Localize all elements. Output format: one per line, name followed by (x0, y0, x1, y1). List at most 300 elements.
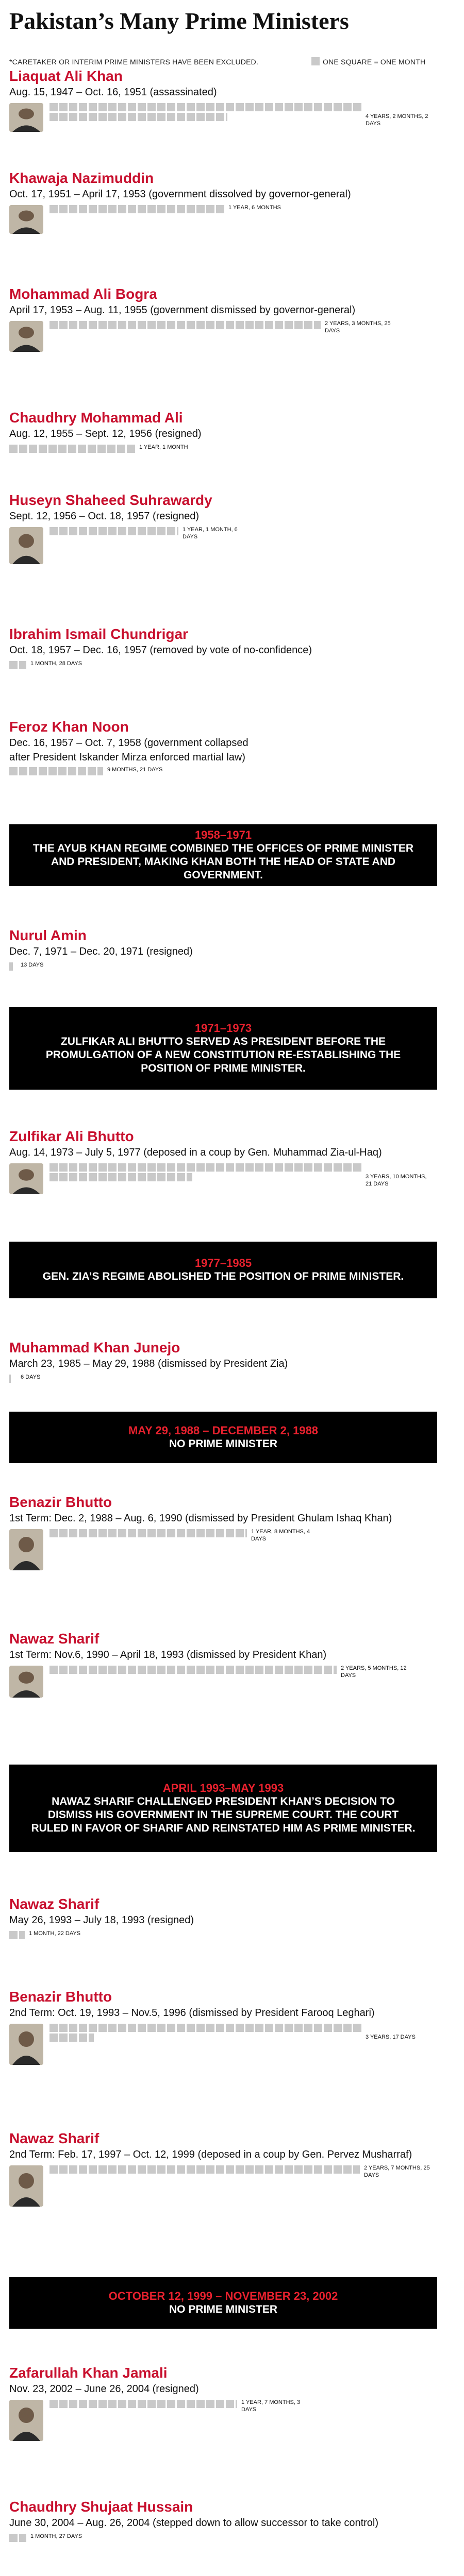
month-square (138, 1163, 146, 1172)
month-square (98, 205, 107, 213)
month-square (255, 321, 263, 329)
month-square (128, 1163, 136, 1172)
month-square (187, 103, 195, 111)
month-square (97, 445, 106, 453)
pm-term-detail: (resigned) (152, 511, 200, 522)
month-square (265, 1163, 273, 1172)
month-square (157, 321, 165, 329)
month-square (59, 2033, 68, 2042)
month-square (255, 2024, 263, 2032)
month-square (49, 2165, 58, 2174)
month-square (49, 2024, 58, 2032)
month-square (314, 321, 321, 329)
month-square (118, 1529, 126, 1537)
month-square (206, 1529, 214, 1537)
month-square (275, 321, 283, 329)
month-square (79, 1173, 87, 1181)
month-square (206, 205, 214, 213)
month-square (275, 1666, 283, 1674)
month-square (9, 661, 18, 669)
month-square (89, 2033, 94, 2042)
month-square (78, 445, 86, 453)
month-square (187, 2400, 195, 2408)
pm-term-dates: Aug. 14, 1973 – July 5, 1977 (9, 1147, 141, 1158)
month-square (89, 103, 97, 111)
month-square (138, 2400, 146, 2408)
pm-dates (9, 2007, 375, 2019)
month-square (216, 2165, 224, 2174)
month-square (353, 1163, 361, 1172)
month-square (79, 2400, 87, 2408)
month-square (98, 1163, 107, 1172)
month-square (49, 1163, 58, 1172)
month-square (206, 103, 214, 111)
portrait-photo (9, 1666, 43, 1698)
pm-term-dates: Nov. 23, 2002 – June 26, 2004 (9, 2383, 150, 2395)
era-years: MAY 29, 1988 – DECEMBER 2, 1988 (128, 1424, 319, 1437)
pm-duration: 13 DAYS (21, 962, 44, 968)
month-square (314, 2024, 322, 2032)
era-banner (9, 1412, 437, 1463)
month-square (79, 321, 87, 329)
pm-name: Nawaz Sharif (9, 1631, 100, 1647)
month-square (245, 321, 254, 329)
month-square (147, 205, 156, 213)
month-square (304, 103, 312, 111)
month-square (69, 1173, 77, 1181)
month-square (89, 1529, 97, 1537)
era-banner (9, 824, 437, 886)
pm-dates (9, 645, 312, 656)
pm-dates (9, 946, 193, 958)
era-description: NAWAZ SHARIF CHALLENGED PRESIDENT KHAN’S DECISION TO DISMISS HIS GOVERNMENT IN THE SUPREME COURT. THE COURT RULED IN FAVOR OF SHARIF AND REINSTATED HIM AS PRIME MINISTER. (31, 1795, 416, 1834)
month-square (79, 2024, 87, 2032)
month-square (29, 445, 37, 453)
pm-name: Nawaz Sharif (9, 1896, 100, 1912)
month-square (236, 2400, 237, 2408)
month-square (177, 2400, 185, 2408)
month-square (157, 1666, 165, 1674)
month-square (255, 2165, 263, 2174)
month-square (245, 1163, 254, 1172)
month-square (177, 321, 185, 329)
month-square (59, 1163, 68, 1172)
month-square (167, 205, 175, 213)
era-years: 1971–1973 (194, 1022, 252, 1035)
month-square (216, 205, 224, 213)
month-square (79, 1529, 87, 1537)
month-square (118, 2400, 126, 2408)
month-square (58, 445, 67, 453)
pm-term-dates: 2nd Term: Feb. 17, 1997 – Oct. 12, 1999 (9, 2149, 195, 2160)
month-square (9, 1375, 11, 1383)
month-square (265, 321, 273, 329)
month-square (98, 1666, 107, 1674)
era-description: GEN. ZIA’S REGIME ABOLISHED THE POSITION OF PRIME MINISTER. (42, 1270, 404, 1282)
month-square (265, 2024, 273, 2032)
month-square (177, 1163, 185, 1172)
month-square (49, 1173, 58, 1181)
month-square (68, 445, 76, 453)
portrait-photo (9, 2165, 43, 2207)
pm-term-dates: Dec. 16, 1957 – Oct. 7, 1958 (9, 737, 141, 749)
month-square (157, 103, 165, 111)
month-square (236, 1529, 244, 1537)
month-square (89, 113, 97, 121)
month-square (59, 527, 68, 535)
month-square (127, 445, 135, 453)
month-square (48, 767, 57, 775)
month-square (79, 103, 87, 111)
month-square (226, 103, 234, 111)
month-square (216, 1666, 224, 1674)
month-square (285, 2024, 293, 2032)
month-square (236, 1163, 244, 1172)
month-square (69, 2400, 77, 2408)
month-square (49, 1666, 58, 1674)
pm-dates (9, 304, 355, 316)
pm-term-dates: April 17, 1953 – Aug. 11, 1955 (9, 304, 147, 316)
month-square (147, 1163, 156, 1172)
month-square (206, 2400, 214, 2408)
month-square (89, 527, 97, 535)
month-square (294, 2165, 303, 2174)
portrait-photo (9, 321, 43, 352)
month-square (226, 2400, 234, 2408)
month-square (108, 1529, 117, 1537)
month-square (49, 1529, 58, 1537)
pm-name: Ibrahim Ismail Chundrigar (9, 626, 188, 642)
portrait-photo (9, 103, 43, 132)
month-square (187, 2024, 195, 2032)
month-square (147, 1529, 156, 1537)
month-square (9, 767, 18, 775)
month-square (206, 321, 214, 329)
month-square (128, 2400, 136, 2408)
month-square (216, 2024, 224, 2032)
month-square (314, 1163, 322, 1172)
pm-duration: 3 YEARS, 10 MONTHS, 21 DAYS (366, 1174, 427, 1187)
month-square (49, 103, 58, 111)
month-square (147, 103, 156, 111)
month-square (206, 113, 214, 121)
month-square (285, 2165, 293, 2174)
pm-term-detail: (assassinated) (150, 87, 217, 98)
pm-term-dates: May 26, 1993 – July 18, 1993 (9, 1914, 145, 1926)
month-square (98, 321, 107, 329)
portrait-photo (9, 2400, 43, 2441)
month-square (167, 1529, 175, 1537)
month-square (118, 2024, 126, 2032)
month-square (128, 113, 136, 121)
month-square (275, 1163, 283, 1172)
month-square (49, 321, 58, 329)
month-square (147, 1173, 156, 1181)
pm-term-detail-cont: after President Iskander Mirza enforced martial law) (9, 752, 245, 763)
month-square (79, 2033, 87, 2042)
pm-duration: 1 YEAR, 7 MONTHS, 3 DAYS (241, 2399, 301, 2413)
month-square (128, 321, 136, 329)
month-square (107, 445, 115, 453)
month-square (138, 527, 146, 535)
month-square (147, 2165, 156, 2174)
month-square (98, 2400, 107, 2408)
page-title: Pakistan’s Many Prime Ministers (9, 8, 349, 34)
month-square (69, 2033, 77, 2042)
month-square (196, 2165, 205, 2174)
pm-term-detail: (resigned) (147, 1914, 194, 1926)
month-square (128, 2165, 136, 2174)
month-square (138, 1666, 146, 1674)
pm-term-dates: March 23, 1985 – May 29, 1988 (9, 1358, 155, 1369)
month-square (236, 2165, 244, 2174)
month-square (138, 1173, 146, 1181)
pm-term-detail: (dismissed by President Farooq Leghari) (189, 2007, 375, 2019)
month-square (167, 527, 175, 535)
month-square (138, 205, 146, 213)
pm-term-detail: (resigned) (155, 428, 202, 439)
pm-term-detail: (removed by vote of no-confidence) (150, 645, 312, 656)
pm-term-dates: Oct. 18, 1957 – Dec. 16, 1957 (9, 645, 147, 656)
month-square (167, 1666, 175, 1674)
pm-dates (9, 2383, 199, 2395)
month-square (265, 1666, 273, 1674)
pm-term-detail: (resigned) (146, 946, 193, 957)
month-square (118, 103, 126, 111)
month-square (226, 1163, 234, 1172)
month-square (196, 205, 205, 213)
portrait-photo (9, 1163, 43, 1194)
pm-term-dates: 2nd Term: Oct. 19, 1993 – Nov.5, 1996 (9, 2007, 186, 2019)
month-square (69, 321, 77, 329)
month-square (157, 2165, 165, 2174)
month-square (157, 1163, 165, 1172)
month-square (19, 767, 27, 775)
month-square (79, 205, 87, 213)
month-square (187, 205, 195, 213)
month-square (9, 1931, 18, 1939)
month-square (79, 2165, 87, 2174)
month-square (236, 321, 244, 329)
month-square (314, 1666, 322, 1674)
pm-name: Huseyn Shaheed Suhrawardy (9, 492, 212, 508)
month-square (245, 2024, 254, 2032)
month-square (353, 103, 361, 111)
pm-name: Chaudhry Shujaat Hussain (9, 2499, 193, 2515)
month-square (314, 103, 322, 111)
month-square (69, 103, 77, 111)
month-square (343, 1163, 352, 1172)
month-square (89, 1163, 97, 1172)
month-square (167, 113, 175, 121)
month-square (167, 103, 175, 111)
month-square (167, 2024, 175, 2032)
pm-duration: 1 YEAR, 8 MONTHS, 4 DAYS (251, 1529, 310, 1542)
month-square (294, 321, 303, 329)
month-square (49, 2400, 58, 2408)
month-square (9, 2534, 18, 2542)
month-square (69, 205, 77, 213)
month-square (117, 445, 125, 453)
era-description: NO PRIME MINISTER (169, 1438, 277, 1450)
month-square (49, 527, 58, 535)
month-square (69, 1666, 77, 1674)
legend-label: ONE SQUARE = ONE MONTH (323, 58, 426, 66)
month-square (216, 321, 224, 329)
month-square (157, 2400, 165, 2408)
pm-duration: 1 YEAR, 1 MONTH (139, 444, 188, 450)
pm-duration: 6 DAYS (21, 1374, 41, 1380)
era-years: APRIL 1993–MAY 1993 (162, 1782, 284, 1794)
month-square (59, 1666, 68, 1674)
month-square (275, 2165, 283, 2174)
era-banner (9, 1007, 437, 1090)
month-square (196, 1666, 205, 1674)
month-square (353, 2024, 361, 2032)
month-square (324, 2165, 332, 2174)
pm-dates (9, 2149, 412, 2161)
month-square (98, 113, 107, 121)
month-square (89, 2024, 97, 2032)
pm-name: Muhammad Khan Junejo (9, 1340, 180, 1355)
pm-dates (9, 1358, 288, 1370)
month-square (226, 1666, 234, 1674)
era-banner (9, 1765, 437, 1852)
month-square (177, 2024, 185, 2032)
month-square (196, 2400, 205, 2408)
month-square (89, 1173, 97, 1181)
month-square (59, 113, 68, 121)
pm-term-dates: June 30, 2004 – Aug. 26, 2004 (9, 2517, 150, 2529)
month-square (187, 2165, 195, 2174)
pm-term-detail: (government dissolved by governor-general) (148, 189, 351, 200)
era-years: 1977–1985 (194, 1257, 252, 1269)
month-square (118, 321, 126, 329)
era-description: NO PRIME MINISTER (169, 2303, 277, 2315)
month-square (88, 767, 96, 775)
month-square (187, 1173, 192, 1181)
pm-term-detail: (dismissed by President Khan) (186, 1649, 327, 1660)
month-square (108, 2024, 117, 2032)
month-square (128, 1529, 136, 1537)
pm-dates (9, 511, 199, 522)
month-square (147, 113, 156, 121)
month-square (59, 2165, 68, 2174)
pm-dates (9, 2517, 378, 2529)
month-square (196, 103, 205, 111)
month-square (59, 321, 68, 329)
month-square (226, 2165, 234, 2174)
month-square (216, 1163, 224, 1172)
month-square (128, 2024, 136, 2032)
month-square (98, 2165, 107, 2174)
month-square (167, 1163, 175, 1172)
month-square (97, 767, 103, 775)
month-square (108, 1173, 117, 1181)
pm-duration: 3 YEARS, 17 DAYS (366, 2034, 416, 2040)
month-square (245, 103, 254, 111)
month-square (167, 2400, 175, 2408)
month-square (304, 1666, 312, 1674)
pm-term-dates: 1st Term: Dec. 2, 1988 – Aug. 6, 1990 (9, 1513, 183, 1524)
month-square (226, 2024, 234, 2032)
pm-dates (9, 1649, 326, 1661)
pm-name: Liaquat Ali Khan (9, 68, 123, 84)
month-square (108, 1666, 117, 1674)
month-square (157, 1173, 165, 1181)
month-square (167, 2165, 175, 2174)
month-square (118, 1173, 126, 1181)
month-square (157, 1529, 165, 1537)
month-square (196, 1163, 205, 1172)
month-square (118, 205, 126, 213)
pm-duration: 9 MONTHS, 21 DAYS (107, 767, 163, 773)
month-square (49, 113, 58, 121)
month-square (187, 321, 195, 329)
month-square (334, 2024, 342, 2032)
month-square (177, 1173, 185, 1181)
month-square (196, 113, 205, 121)
month-square (89, 2400, 97, 2408)
month-square (59, 103, 68, 111)
month-square (98, 1173, 107, 1181)
month-square (294, 1163, 303, 1172)
pm-term-detail: (government dismissed by governor-general) (150, 304, 356, 316)
month-square (245, 2165, 254, 2174)
month-square (108, 113, 117, 121)
pm-term-dates: Oct. 17, 1951 – April 17, 1953 (9, 189, 146, 200)
month-square (226, 321, 234, 329)
month-square (353, 2165, 360, 2174)
month-square (59, 1529, 68, 1537)
month-square (98, 103, 107, 111)
month-square (236, 2024, 244, 2032)
month-square (334, 103, 342, 111)
month-square (265, 2165, 273, 2174)
month-square (177, 1666, 185, 1674)
pm-duration: 2 YEARS, 3 MONTHS, 25 DAYS (325, 320, 391, 334)
month-square (167, 1173, 175, 1181)
pm-duration: 1 YEAR, 1 MONTH, 6 DAYS (183, 527, 238, 540)
month-square (89, 1666, 97, 1674)
pm-name: Zulfikar Ali Bhutto (9, 1128, 134, 1144)
month-square (216, 1529, 224, 1537)
month-square (187, 113, 195, 121)
era-years: OCTOBER 12, 1999 – NOVEMBER 23, 2002 (108, 2290, 338, 2302)
month-square (255, 1163, 263, 1172)
month-square (304, 321, 312, 329)
month-square (138, 2165, 146, 2174)
era-banner (9, 1242, 437, 1298)
month-square (128, 205, 136, 213)
pm-duration: 4 YEARS, 2 MONTHS, 2 DAYS (366, 113, 428, 127)
month-square (294, 1666, 303, 1674)
month-square (108, 205, 117, 213)
month-square (187, 1529, 195, 1537)
month-square (79, 1666, 87, 1674)
pm-duration: 1 MONTH, 22 DAYS (29, 1930, 81, 1937)
pm-name: Nawaz Sharif (9, 2130, 100, 2146)
month-square (157, 2024, 165, 2032)
month-square (98, 1529, 107, 1537)
month-square (138, 2024, 146, 2032)
pm-dates (9, 428, 202, 440)
month-square (19, 445, 27, 453)
month-square (138, 113, 146, 121)
month-square (108, 2400, 117, 2408)
month-square (157, 527, 165, 535)
month-square (157, 205, 165, 213)
